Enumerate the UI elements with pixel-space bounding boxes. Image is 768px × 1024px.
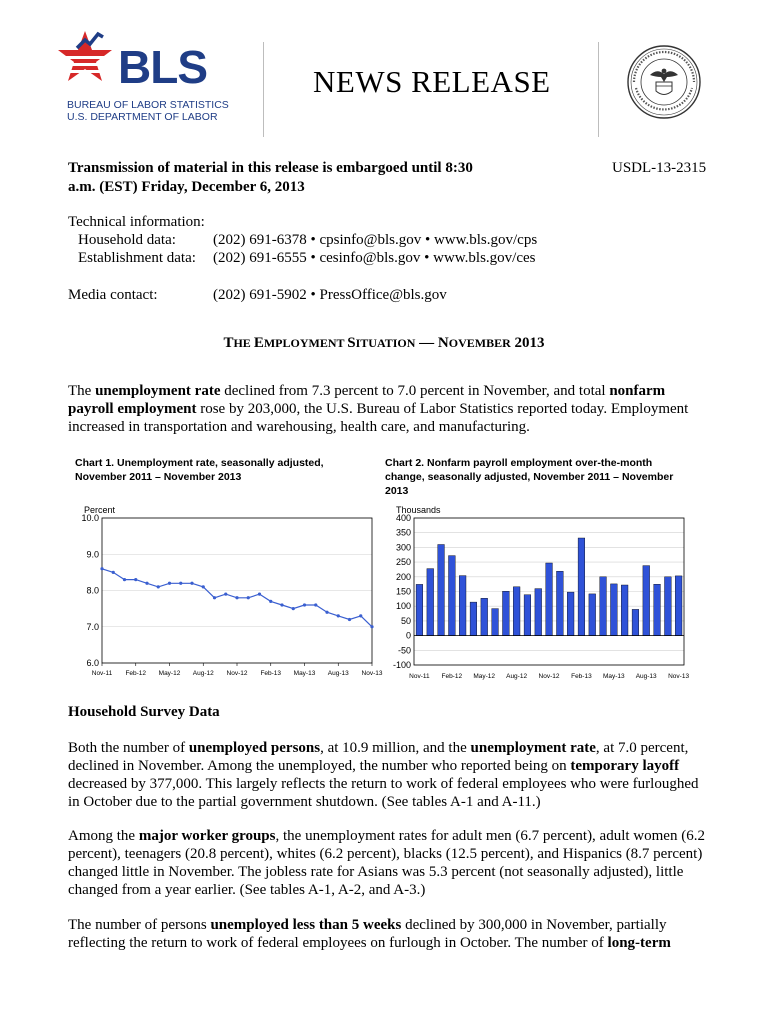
header-divider [598, 42, 599, 137]
x-tick-label: Aug-13 [327, 670, 349, 677]
bar [611, 584, 618, 636]
bar [470, 602, 477, 636]
data-point [370, 625, 373, 628]
data-point [112, 571, 115, 574]
data-point [280, 603, 283, 606]
logo-wordmark: BLS [118, 41, 207, 93]
y-tick-label: -100 [392, 660, 411, 670]
header-divider [263, 42, 264, 137]
household-contact[interactable]: (202) 691-6378 • cpsinfo@bls.gov • www.bls.gov/cps [213, 232, 538, 248]
header [0, 0, 768, 145]
embargo-notice: Transmission of material in this release is embargoed until 8:30 a.m. (EST) Friday, December 6, 2013 [68, 160, 473, 195]
x-tick-label: Nov-13 [668, 673, 690, 680]
establishment-label: Establishment data: [78, 250, 196, 266]
data-point [348, 618, 351, 621]
y-tick-label: 100 [395, 601, 411, 612]
y-tick-label: 0 [405, 630, 411, 641]
bar [675, 576, 682, 636]
y-tick-label: 6.0 [86, 658, 99, 668]
x-tick-label: Feb-13 [260, 670, 282, 677]
y-tick-label: 9.0 [86, 549, 99, 560]
data-point [325, 611, 328, 614]
bar [632, 609, 639, 635]
section-heading: Household Survey Data [68, 704, 220, 720]
y-tick-label: 400 [395, 513, 411, 523]
bar [665, 577, 672, 636]
household-paragraph-3: The number of persons unemployed less than 5 weeks declined by 300,000 in November, partially reflecting the return to work of federal employees on furlough in October. The number of long-term [68, 917, 671, 951]
data-point [359, 614, 362, 617]
x-tick-label: May-13 [602, 673, 625, 680]
x-tick-label: Nov-12 [226, 670, 248, 677]
y-tick-label: 250 [395, 557, 411, 568]
data-point [258, 593, 261, 596]
bar [535, 589, 542, 636]
bar [513, 587, 520, 636]
intro-paragraph: The unemployment rate declined from 7.3 percent to 7.0 percent in November, and total nonfarm payroll employment rose by 203,000, the U.S. Bureau of Labor Statistics reported today. Employment increased in transportation and warehousing, health care, and manufacturing. [68, 383, 689, 435]
x-tick-label: May-13 [293, 670, 316, 677]
y-tick-label: 300 [395, 542, 411, 553]
y-axis-label: Percent [84, 505, 116, 515]
x-tick-label: Aug-12 [506, 673, 528, 680]
y-tick-label: -50 [397, 645, 411, 656]
x-tick-label: Aug-13 [635, 673, 657, 680]
chart2-title: Chart 2. Nonfarm payroll employment over-the-month change, seasonally adjusted, November 2011 – November 2013 [385, 457, 674, 497]
y-tick-label: 350 [395, 527, 411, 538]
bar [459, 576, 466, 636]
data-point [190, 582, 193, 585]
x-tick-label: Nov-12 [538, 673, 560, 680]
data-point [314, 603, 317, 606]
data-point [179, 582, 182, 585]
data-point [235, 596, 238, 599]
y-tick-label: 150 [395, 586, 411, 597]
bar [492, 609, 499, 636]
y-tick-label: 10.0 [81, 513, 99, 523]
bar [654, 584, 661, 636]
data-point [337, 614, 340, 617]
data-point [100, 567, 103, 570]
data-point [202, 585, 205, 588]
x-tick-label: Nov-13 [361, 670, 383, 677]
y-axis-label: Thousands [396, 505, 441, 515]
news-release-title: NEWS RELEASE [313, 64, 551, 99]
release-title: THE EMPLOYMENT SITUATION — NOVEMBER 2013 [223, 335, 545, 351]
dol-seal-icon [626, 44, 702, 120]
data-point [213, 596, 216, 599]
bar [557, 571, 564, 635]
x-tick-label: Feb-13 [571, 673, 592, 680]
establishment-contact[interactable]: (202) 691-6555 • cesinfo@bls.gov • www.bls.gov/ces [213, 250, 536, 266]
bar [438, 545, 445, 636]
bar [416, 584, 423, 635]
data-point [247, 596, 250, 599]
bar [567, 592, 574, 636]
data-point [123, 578, 126, 581]
x-tick-label: Nov-11 [409, 673, 430, 680]
data-point [157, 585, 160, 588]
bar [546, 563, 553, 636]
y-tick-label: 50 [400, 615, 411, 626]
star-logo-icon [55, 28, 125, 98]
household-paragraph-2: Among the major worker groups, the unemployment rates for adult men (6.7 percent), adult women (6.2 percent), teenagers (20.8 percent), whites (6.2 percent), blacks (12.5 percent), and Hispanics (8.7 percent) changed little in November. The jobless rate for Asians was 5.3 percent (not seasonally adjusted), little changed from a year earlier. (See tables A-1, A-2, and A-3.) [68, 828, 705, 898]
logo-department: U.S. DEPARTMENT OF LABOR [67, 111, 218, 123]
data-point [134, 578, 137, 581]
bar [481, 598, 488, 635]
x-tick-label: Feb-12 [441, 673, 463, 680]
media-contact-label: Media contact: [68, 287, 158, 303]
x-tick-label: Aug-12 [192, 670, 214, 677]
data-point [269, 600, 272, 603]
bar [449, 556, 456, 636]
bar [621, 585, 628, 636]
chart1-title: Chart 1. Unemployment rate, seasonally adjusted, November 2011 – November 2013 [75, 457, 324, 483]
bls-logo[interactable] [55, 28, 235, 128]
logo-subtitle: BUREAU OF LABOR STATISTICS [67, 99, 229, 111]
bar [643, 566, 650, 636]
x-tick-label: May-12 [473, 673, 496, 680]
bar [427, 569, 434, 636]
x-tick-label: May-12 [158, 670, 181, 677]
y-tick-label: 200 [395, 571, 411, 582]
household-label: Household data: [78, 232, 176, 248]
x-tick-label: Nov-11 [91, 670, 113, 677]
bar [524, 595, 531, 636]
release-id: USDL-13-2315 [612, 160, 707, 176]
data-point [224, 593, 227, 596]
chart1-unemployment-rate [68, 498, 383, 682]
household-paragraph-1: Both the number of unemployed persons, at 10.9 million, and the unemployment rate, at 7.0 percent, declined in November. Among the unemployed, the number who reported being on temporary layoff decreased by 377,000. This largely reflects the return to work of federal employees who were furloughed in October due to the partial government shutdown. (See tables A-1 and A-11.) [68, 740, 699, 810]
data-point [168, 582, 171, 585]
chart2-payroll-change [380, 498, 692, 682]
bar [503, 591, 510, 635]
bar [600, 577, 607, 636]
data-point [303, 603, 306, 606]
technical-info-label: Technical information: [68, 214, 205, 230]
bar [589, 594, 596, 636]
data-point [145, 582, 148, 585]
y-tick-label: 8.0 [86, 585, 99, 596]
y-tick-label: 7.0 [86, 621, 99, 632]
media-contact[interactable]: (202) 691-5902 • PressOffice@bls.gov [213, 287, 447, 303]
data-point [292, 607, 295, 610]
bar [578, 538, 585, 636]
x-tick-label: Feb-12 [125, 670, 147, 677]
